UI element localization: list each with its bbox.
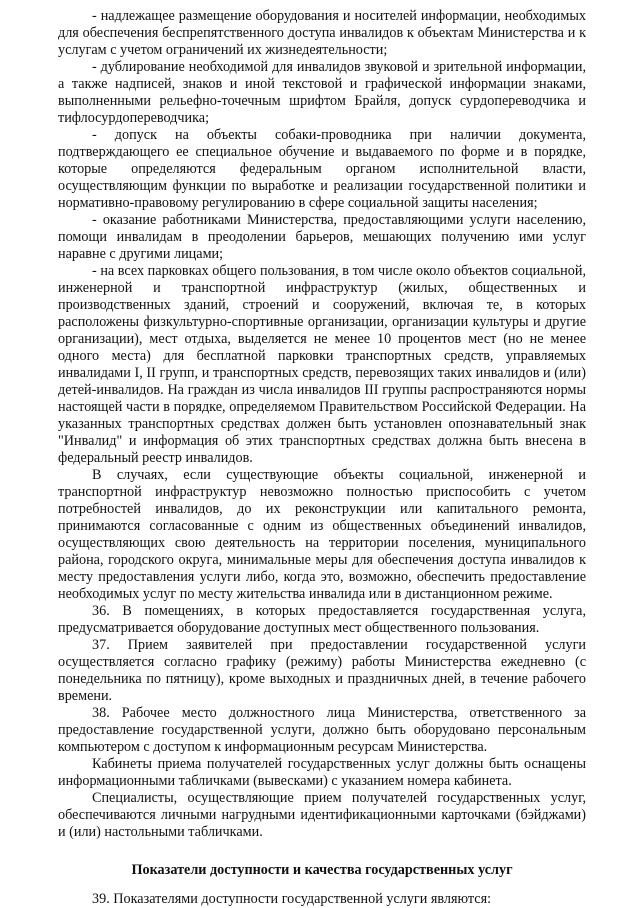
- paragraph-39: 39. Показателями доступности государственной услуги являются:: [92, 891, 492, 907]
- document-page: [58, 8, 586, 908]
- paragraph-38: 38. Рабочее место должностного лица Министерства, ответственного за предоставление государственной услуги, должно быть оборудовано персональным компьютером с доступом к информационным ресурсам Министерства.: [58, 705, 586, 755]
- paragraph-badges: Специалисты, осуществляющие прием получателей государственных услуг, обеспечиваются личными нагрудными идентификационными карточками (бэйджами) и (или) настольными табличками.: [58, 790, 586, 840]
- paragraph-37: 37. Прием заявителей при предоставлении государственной услуги осуществляется согласно графику (режиму) работы Министерства ежедневно (с понедельника по пятницу), кроме выходных и праздничных дней, в течение рабочего времени.: [58, 637, 586, 704]
- paragraph-staff-assistance: - оказание работниками Министерства, предоставляющими услуги населению, помощи инвалидам в преодолении барьеров, мешающих получению ими услуг наравне с другими лицами;: [58, 212, 586, 262]
- paragraph-guide-dog: - допуск на объекты собаки-проводника при наличии документа, подтверждающего ее специальное обучение и выдаваемого по форме и в порядке, которые определяются федеральным органом исполнительной власти, осуществляющим функции по выработке и реализации государственной политики и нормативно-правовому регулированию в сфере социальной защиты населения;: [58, 127, 586, 211]
- paragraph-parking: - на всех парковках общего пользования, в том числе около объектов социальной, инженерной и транспортной инфраструктур (жилых, общественных и производственных зданий, строений и сооружений, включая те, в которых расположены физкультурно-спортивные организации, организации культуры и другие организации), мест отдыха, выделяется не менее 10 процентов мест (но не менее одного места) для бесплатной парковки транспортных средств, управляемых инвалидами I, II групп, и транспортных средств, перевозящих таких инвалидов и (или) детей-инвалидов. На граждан из числа инвалидов III группы распространяются нормы настоящей части в порядке, определяемом Правительством Российской Федерации. На указанных транспортных средствах должен быть установлен опознавательный знак "Инвалид" и информация об этих транспортных средствах должна быть внесена в федеральный реестр инвалидов.: [58, 263, 586, 466]
- paragraph-office-signs: Кабинеты приема получателей государственных услуг должны быть оснащены информационными табличками (вывесками) с указанием номера кабинета.: [58, 756, 586, 789]
- paragraph-equipment-placement: - надлежащее размещение оборудования и носителей информации, необходимых для обеспечения беспрепятственного доступа инвалидов к объектам Министерства и к услугам с учетом ограничений их жизнедеятельности;: [58, 8, 586, 58]
- paragraph-36: 36. В помещениях, в которых предоставляется государственная услуга, предусматривается оборудование доступных мест общественного пользования.: [58, 603, 586, 636]
- paragraph-infrastructure-cases: В случаях, если существующие объекты социальной, инженерной и транспортной инфраструктур невозможно полностью приспособить с учетом потребностей инвалидов, до их реконструкции или капитального ремонта, принимаются согласованные с одним из общественных объединений инвалидов, осуществляющих свою деятельность на территории поселения, муниципального района, городского округа, минимальные меры для обеспечения доступа инвалидов к месту предоставления услуги либо, когда это, возможно, обеспечить предоставление необходимых услуг по месту жительства инвалида или в дистанционном режиме.: [58, 467, 586, 602]
- section-heading: Показатели доступности и качества государственных услуг: [131, 862, 513, 878]
- paragraph-braille-duplication: - дублирование необходимой для инвалидов звуковой и зрительной информации, а также надписей, знаков и иной текстовой и графической информации знаками, выполненными рельефно-точечным шрифтом Брайля, допуск сурдопереводчика и тифлосурдопереводчика;: [58, 59, 586, 126]
